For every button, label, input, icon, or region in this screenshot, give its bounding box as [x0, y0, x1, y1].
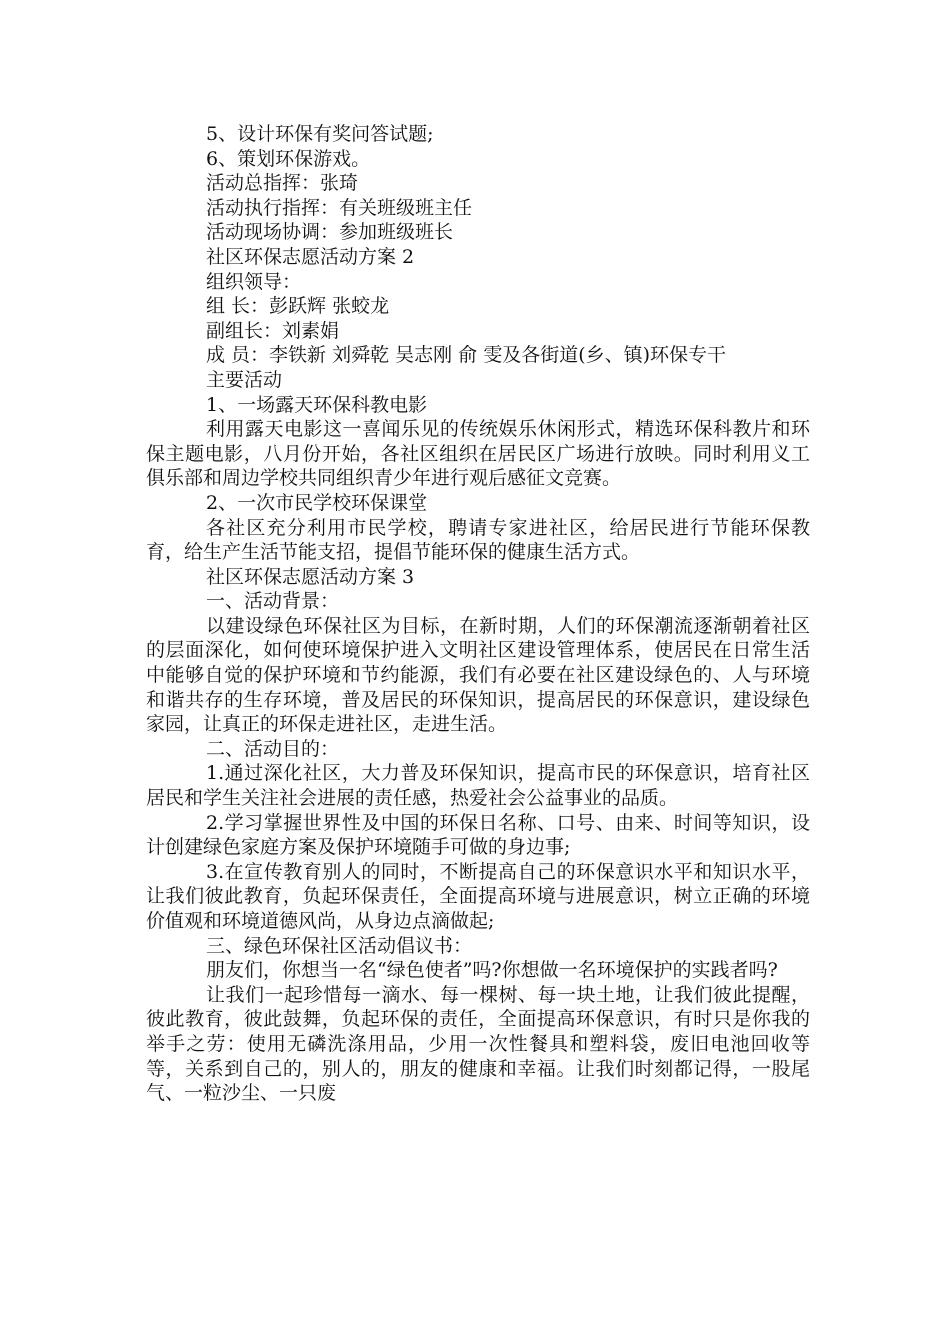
plan-3-title: 社区环保志愿活动方案 3 — [206, 565, 415, 588]
site-coordinator-line: 活动现场协调：参加班级班长 — [206, 221, 454, 244]
list-item-quiz: 5、设计环保有奖问答试题; — [206, 123, 434, 145]
group-leader-line: 组 长：彭跃辉 张蛟龙 — [206, 295, 390, 318]
class-paragraph: 各社区充分利用市民学校，聘请专家进社区，给居民进行节能环保教育，给生产生活节能支招，提倡节能环保的健康生活方式。 — [146, 516, 810, 564]
chief-commander-line: 活动总指挥：张琦 — [206, 172, 359, 195]
main-activities-heading: 主要活动 — [206, 368, 283, 391]
members-line: 成 员：李铁新 刘舜乾 吴志刚 俞 雯及各街道(乡、镇)环保专干 — [206, 344, 727, 367]
friends-paragraph: 朋友们，你想当一名“绿色使者”吗?你想做一名环境保护的实践者吗? — [206, 959, 778, 982]
purpose-item-3: 3.在宣传教育别人的同时，不断提高自己的环保意识水平和知识水平，让我们彼此教育，负起环保责任，全面提高环境与进展意识，树立正确的环境价值观和环境道德风尚，从身边点滴做起; — [146, 860, 810, 932]
movie-activity-heading: 1、一场露天环保科教电影 — [206, 393, 428, 416]
purpose-item-2: 2.学习掌握世界性及中国的环保日名称、口号、由来、时间等知识，设计创建绿色家庭方案及保护环境随手可做的身边事; — [146, 811, 810, 859]
background-paragraph: 以建设绿色环保社区为目标，在新时期，人们的环保潮流逐渐朝着社区的层面深化，如何使环境保护进入文明社区建设管理体系，使居民在日常生活中能够自觉的保护环境和节约能源，我们有必要在社区建设绿色的、人与环境和谐共存的生存环境，普及居民的环保知识，提高居民的环保意识，建设绿色家园，让真正的环保走进社区，走进生活。 — [146, 614, 810, 736]
organization-heading: 组织领导： — [206, 270, 302, 293]
cherish-paragraph: 让我们一起珍惜每一滴水、每一棵树、每一块土地，让我们彼此提醒，彼此教育，彼此鼓舞，负起环保的责任，全面提高环保意识，有时只是你我的举手之劳：使用无磷洗涤用品，少用一次性餐具和塑料袋，废旧电池回收等等，关系到自己的，别人的，朋友的健康和幸福。让我们时刻都记得，一股尾气、一粒沙尘、一只废 — [146, 983, 810, 1105]
purpose-item-1: 1.通过深化社区，大力普及环保知识，提高市民的环保意识，培育社区居民和学生关注社会进展的责任感，热爱社会公益事业的品质。 — [146, 762, 810, 810]
document-page — [146, 122, 810, 1106]
proposal-heading: 三、绿色环保社区活动倡议书： — [206, 934, 473, 957]
purpose-heading: 二、活动目的： — [206, 737, 340, 760]
list-item-game: 6、策划环保游戏。 — [206, 147, 371, 170]
executive-commander-line: 活动执行指挥：有关班级班主任 — [206, 196, 473, 219]
movie-paragraph: 利用露天电影这一喜闻乐见的传统娱乐休闲形式，精选环保科教片和环保主题电影，八月份开始，各社区组织在居民区广场进行放映。同时利用义工俱乐部和周边学校共同组织青少年进行观后感征文竞赛。 — [146, 418, 810, 490]
deputy-leader-line: 副组长：刘素娟 — [206, 319, 340, 342]
background-heading: 一、活动背景： — [206, 590, 340, 613]
class-activity-heading: 2、一次市民学校环保课堂 — [206, 491, 428, 514]
plan-2-title: 社区环保志愿活动方案 2 — [206, 245, 415, 268]
